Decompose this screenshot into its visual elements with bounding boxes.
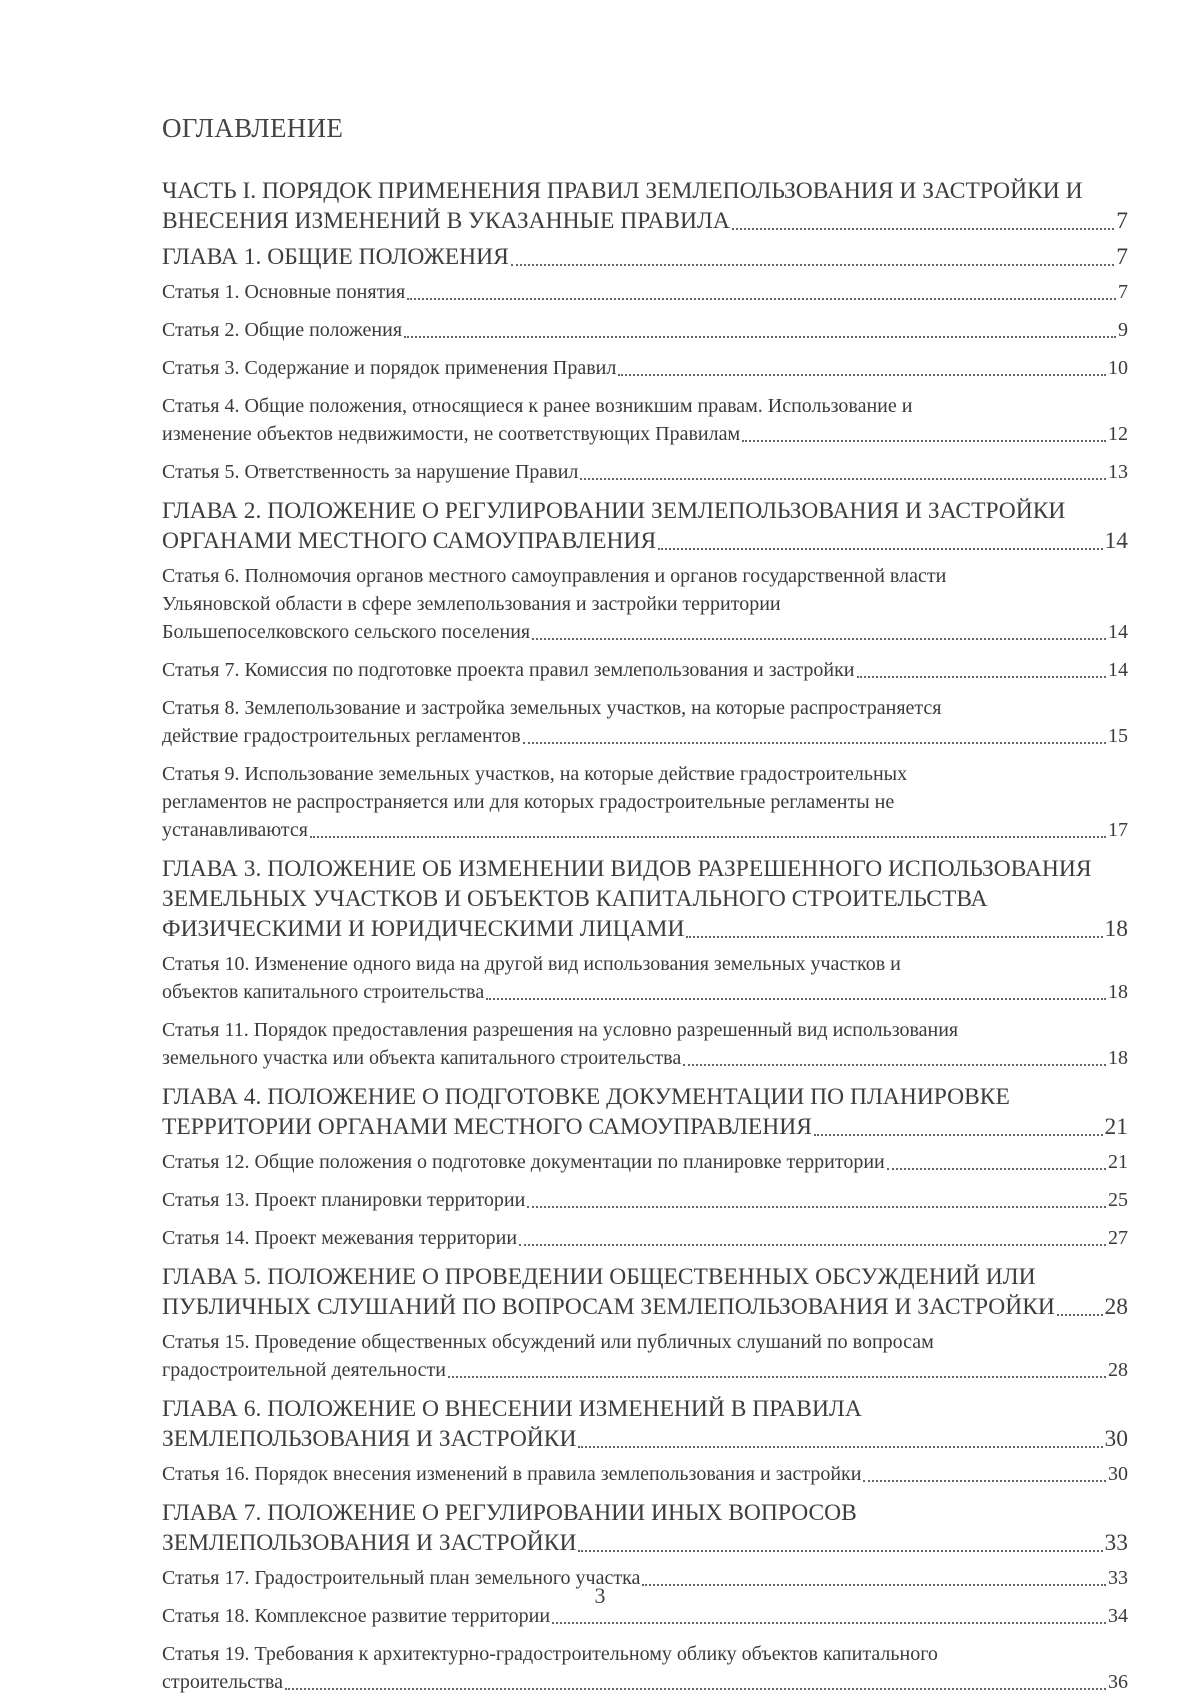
toc-entry-line: Статья 16. Порядок внесения изменений в правила землепользования и застройки [162,1463,862,1485]
toc-entry-line: изменение объектов недвижимости, не соответствующих Правилам [162,423,741,445]
toc-entry-line: Статья 10. Изменение одного вида на другой вид использования земельных участков и [162,953,901,975]
toc-entry-last-line [162,206,1128,236]
toc-article-entry[interactable] [162,1640,1128,1696]
toc-entry-line: ТЕРРИТОРИИ ОРГАНАМИ МЕСТНОГО САМОУПРАВЛЕНИЯ [162,1114,812,1140]
toc-entry-last-line [162,1112,1128,1142]
toc-entry-line: строительства [162,1671,283,1693]
dot-leader [1057,1313,1103,1316]
dot-leader [532,637,1106,640]
dot-leader [683,1063,1106,1066]
toc-entry-last-line [162,1528,1128,1558]
toc-entry-line: Большепоселковского сельского поселения [162,621,531,643]
toc-entry-line: ПУБЛИЧНЫХ СЛУШАНИЙ ПО ВОПРОСАМ ЗЕМЛЕПОЛЬЗОВАНИЯ И ЗАСТРОЙКИ [162,1294,1055,1320]
toc-page-ref: 30 [1108,1463,1128,1485]
toc-page-ref: 28 [1104,1294,1128,1320]
toc-entry-line: ГЛАВА 4. ПОЛОЖЕНИЕ О ПОДГОТОВКЕ ДОКУМЕНТАЦИИ ПО ПЛАНИРОВКЕ [162,1084,1010,1110]
toc-page-ref: 7 [1116,244,1128,270]
toc-entry-line: Статья 17. Градостроительный план земельного участка [162,1567,641,1589]
toc-page-ref: 25 [1108,1189,1128,1211]
toc-entry-line: Статья 15. Проведение общественных обсуждений или публичных слушаний по вопросам [162,1331,934,1353]
toc-entry-line: Статья 3. Содержание и порядок применения Правил [162,357,617,379]
toc-entry-line: Статья 7. Комиссия по подготовке проекта правил землепользования и застройки [162,659,855,681]
dot-leader [814,1133,1103,1136]
toc-article-entry[interactable] [162,278,1128,306]
toc-entry-line: Статья 11. Порядок предоставления разрешения на условно разрешенный вид использования [162,1019,959,1041]
toc-entry-last-line [162,278,1128,306]
toc-article-entry[interactable] [162,694,1128,750]
toc-entry-line: ЗЕМЛЕПОЛЬЗОВАНИЯ И ЗАСТРОЙКИ [162,1530,577,1556]
toc-entry-line: ЗЕМЕЛЬНЫХ УЧАСТКОВ И ОБЪЕКТОВ КАПИТАЛЬНОГО СТРОИТЕЛЬСТВА [162,886,988,912]
toc-entry-line: Статья 2. Общие положения [162,319,403,341]
toc-page-ref: 36 [1108,1671,1128,1693]
toc-page-ref: 10 [1108,357,1128,379]
toc-entry-line: Статья 4. Общие положения, относящиеся к ранее возникшим правам. Использование и [162,395,913,417]
toc-page-ref: 28 [1108,1359,1128,1381]
toc-page-ref: 21 [1108,1151,1128,1173]
dot-leader [407,297,1116,300]
toc-entry-line: Статья 9. Использование земельных участков, на которые действие градостроительных [162,763,908,785]
toc-entry-line: объектов капитального строительства [162,981,485,1003]
dot-leader [658,547,1102,550]
toc-entry-line: Статья 6. Полномочия органов местного самоуправления и органов государственной власти [162,565,947,587]
toc-chapter-entry[interactable] [162,496,1128,556]
toc-entry-last-line [162,242,1128,272]
toc-entry-line: Статья 8. Землепользование и застройка земельных участков, на которые распространяется [162,697,942,719]
toc-page-ref: 33 [1104,1530,1128,1556]
toc-article-entry[interactable] [162,562,1128,646]
dot-leader [486,997,1106,1000]
dot-leader [404,335,1116,338]
dot-leader [527,1205,1106,1208]
toc-entry-last-line [162,1424,1128,1454]
toc-chapter-entry[interactable] [162,1394,1128,1454]
toc-page-ref: 27 [1108,1227,1128,1249]
toc-chapter-entry[interactable] [162,1082,1128,1142]
toc-entry-last-line [162,1148,1128,1176]
dot-leader [742,439,1106,442]
toc-chapter-entry[interactable] [162,1262,1128,1322]
toc-page-ref: 18 [1108,981,1128,1003]
toc-page-ref: 34 [1108,1605,1128,1627]
toc-chapter-entry[interactable] [162,854,1128,944]
toc-page-ref: 30 [1104,1426,1128,1452]
toc-entry-line: ГЛАВА 1. ОБЩИЕ ПОЛОЖЕНИЯ [162,244,509,270]
toc-entry-last-line [162,526,1128,556]
dot-leader [857,675,1106,678]
toc-title: ОГЛАВЛЕНИЕ [162,113,344,143]
toc-entry-line: Статья 12. Общие положения о подготовке документации по планировке территории [162,1151,885,1173]
toc-entry-line: Статья 1. Основные понятия [162,281,406,303]
toc-entry-line: Ульяновской области в сфере землепользования и застройки территории [162,593,781,615]
toc-entry-line: земельного участка или объекта капитального строительства [162,1047,682,1069]
dot-leader [578,1445,1102,1448]
toc-entry-line: Статья 18. Комплексное развитие территории [162,1605,551,1627]
toc-entry-line: ЗЕМЛЕПОЛЬЗОВАНИЯ И ЗАСТРОЙКИ [162,1426,577,1452]
toc-article-entry[interactable] [162,950,1128,1006]
toc-entry-last-line [162,316,1128,344]
toc-page-ref: 13 [1108,461,1128,483]
toc-entry-last-line [162,420,1128,448]
toc-article-entry[interactable] [162,458,1128,486]
toc-page-ref: 14 [1104,528,1128,554]
toc-entry-last-line [162,1668,1128,1696]
toc-page-ref: 14 [1108,621,1128,643]
toc-entry-line: Статья 19. Требования к архитектурно-градостроительному облику объектов капитального [162,1643,938,1665]
dot-leader [552,1621,1106,1624]
toc-article-entry[interactable] [162,760,1128,844]
toc-entry-last-line [162,1356,1128,1384]
toc-page-ref: 33 [1108,1567,1128,1589]
dot-leader [732,227,1114,230]
toc-entry-last-line [162,618,1128,646]
toc-entry-line: ГЛАВА 7. ПОЛОЖЕНИЕ О РЕГУЛИРОВАНИИ ИНЫХ ВОПРОСОВ [162,1500,857,1526]
toc-page-ref: 7 [1116,208,1128,234]
dot-leader [863,1479,1106,1482]
toc-entry-last-line [162,354,1128,382]
toc-chapter-entry[interactable] [162,242,1128,272]
dot-leader [519,1243,1106,1246]
toc-entry-line: ФИЗИЧЕСКИМИ И ЮРИДИЧЕСКИМИ ЛИЦАМИ [162,916,685,942]
toc-article-entry[interactable] [162,354,1128,382]
toc-page-ref: 12 [1108,423,1128,445]
toc-entry-line: ВНЕСЕНИЯ ИЗМЕНЕНИЙ В УКАЗАННЫЕ ПРАВИЛА [162,208,730,234]
toc-entry-last-line [162,1186,1128,1214]
toc-entry-last-line [162,1460,1128,1488]
toc-entry-line: градостроительной деятельности [162,1359,446,1381]
toc-article-entry[interactable] [162,1148,1128,1176]
toc-entry-line: ГЛАВА 2. ПОЛОЖЕНИЕ О РЕГУЛИРОВАНИИ ЗЕМЛЕПОЛЬЗОВАНИЯ И ЗАСТРОЙКИ [162,498,1066,524]
toc-article-entry[interactable] [162,1016,1128,1072]
toc-chapter-entry[interactable] [162,176,1128,236]
toc-entry-last-line [162,978,1128,1006]
toc-article-entry[interactable] [162,1224,1128,1252]
toc-article-entry[interactable] [162,1186,1128,1214]
toc-entry-line: регламентов не распространяется или для которых градостроительные регламенты не [162,791,895,813]
toc-entry-line: ОРГАНАМИ МЕСТНОГО САМОУПРАВЛЕНИЯ [162,528,657,554]
toc-entry-last-line [162,1044,1128,1072]
toc-entry-line: устанавливаются [162,819,308,841]
dot-leader [511,263,1114,266]
dot-leader [523,741,1106,744]
toc-entry-last-line [162,722,1128,750]
dot-leader [580,477,1106,480]
toc-article-entry[interactable] [162,1460,1128,1488]
toc-entry-line: ГЛАВА 6. ПОЛОЖЕНИЕ О ВНЕСЕНИИ ИЗМЕНЕНИЙ В ПРАВИЛА [162,1396,862,1422]
toc-entry-last-line [162,914,1128,944]
toc-entry-line: Статья 14. Проект межевания территории [162,1227,518,1249]
toc-entry-line: Статья 13. Проект планировки территории [162,1189,526,1211]
toc-page-ref: 21 [1104,1114,1128,1140]
toc-page-ref: 18 [1108,1047,1128,1069]
toc-entry-last-line [162,458,1128,486]
page-number: 3 [594,1583,606,1608]
toc-page-ref: 9 [1118,319,1128,341]
toc-article-entry[interactable] [162,316,1128,344]
dot-leader [285,1687,1106,1690]
toc-entry-line: ЧАСТЬ I. ПОРЯДОК ПРИМЕНЕНИЯ ПРАВИЛ ЗЕМЛЕПОЛЬЗОВАНИЯ И ЗАСТРОЙКИ И [162,178,1083,204]
dot-leader [310,835,1106,838]
dot-leader [618,373,1106,376]
toc-entry-last-line [162,1292,1128,1322]
toc-article-entry[interactable] [162,656,1128,684]
toc-page-ref: 7 [1118,281,1128,303]
toc-entry-last-line [162,656,1128,684]
toc-chapter-entry[interactable] [162,1498,1128,1558]
toc-entry-last-line [162,1224,1128,1252]
dot-leader [578,1549,1102,1552]
toc-page-ref: 15 [1108,725,1128,747]
toc-page-ref: 17 [1108,819,1128,841]
toc-article-entry[interactable] [162,392,1128,448]
toc-entry-last-line [162,816,1128,844]
table-of-contents [162,176,1128,1706]
toc-entry-line: ГЛАВА 5. ПОЛОЖЕНИЕ О ПРОВЕДЕНИИ ОБЩЕСТВЕННЫХ ОБСУЖДЕНИЙ ИЛИ [162,1264,1036,1290]
toc-entry-line: действие градостроительных регламентов [162,725,521,747]
toc-entry-line: ГЛАВА 3. ПОЛОЖЕНИЕ ОБ ИЗМЕНЕНИИ ВИДОВ РАЗРЕШЕННОГО ИСПОЛЬЗОВАНИЯ [162,856,1092,882]
dot-leader [448,1375,1106,1378]
toc-entry-line: Статья 5. Ответственность за нарушение Правил [162,461,579,483]
toc-article-entry[interactable] [162,1328,1128,1384]
dot-leader [887,1167,1106,1170]
dot-leader [686,935,1102,938]
toc-page-ref: 18 [1104,916,1128,942]
toc-page-ref: 14 [1108,659,1128,681]
